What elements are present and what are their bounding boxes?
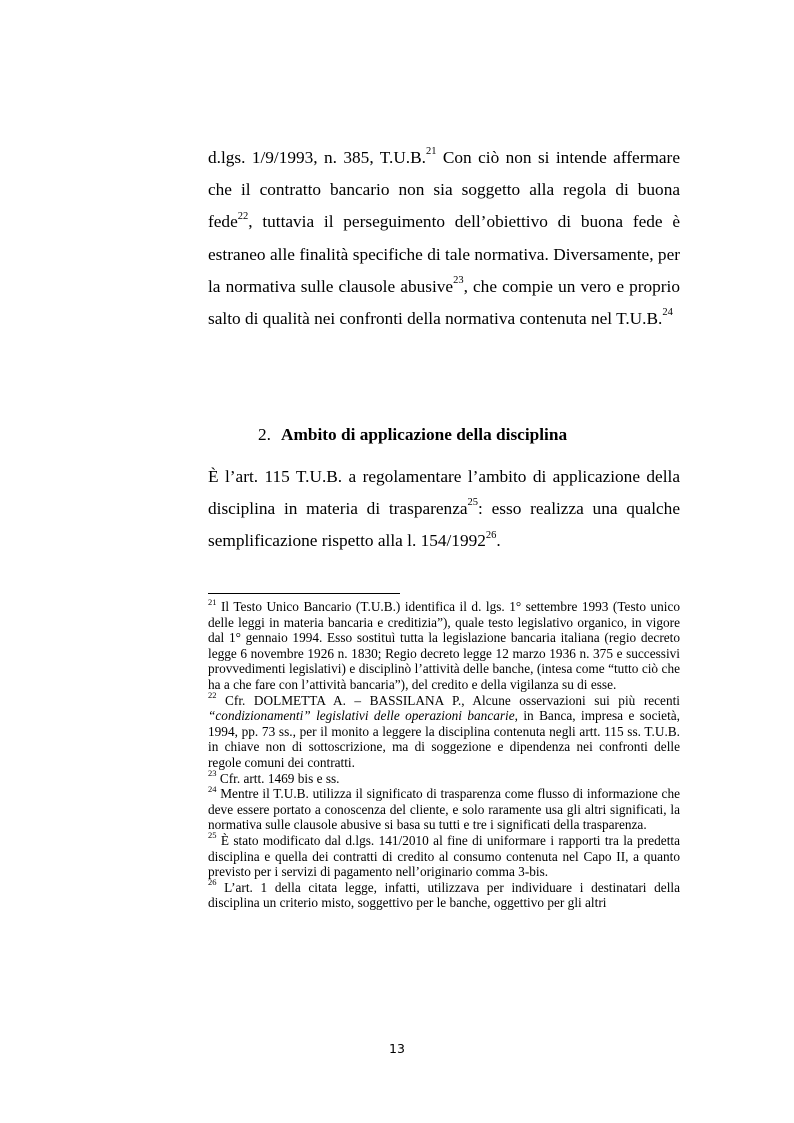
footnote-ref-22[interactable]: 22 — [237, 210, 249, 222]
footnote-italic-title: “condizionamenti” legislativi delle operazioni bancarie — [208, 708, 515, 724]
footnote-number: 21 — [208, 596, 217, 607]
footnote-23 — [208, 768, 680, 787]
text: d.lgs. 1/9/1993, n. 385, T.U.B. — [208, 148, 426, 167]
footnote-ref-26[interactable]: 26 — [485, 529, 497, 541]
text: , tuttavia il perseguimento dell’obiettivo di buona fede è estraneo alle finalità specifiche di tale normativa. Diversamente, per la normativa sulle clausole abusive — [208, 212, 680, 296]
footnote-26 — [208, 877, 680, 911]
footnote-text: Cfr. artt. 1469 bis e ss. — [216, 770, 340, 786]
footnote-text: L’art. 1 della citata legge, infatti, utilizzava per individuare i destinatari della disciplina un criterio misto, soggettivo per le banche, oggettivo per gli altri — [208, 879, 680, 911]
text: , che compie un vero e proprio salto di qualità nei confronti della normativa contenuta nel T.U.B. — [208, 276, 680, 329]
footnote-ref-25[interactable]: 25 — [467, 497, 479, 509]
footnote-number: 24 — [208, 783, 217, 794]
footnote-24 — [208, 783, 680, 833]
footnote-22 — [208, 690, 680, 771]
footnotes — [208, 596, 680, 911]
section-number: 2. — [258, 425, 271, 444]
text: Con ciò non si intende affermare che il contratto bancario non sia soggetto alla regola di buona fede — [208, 148, 680, 232]
footnote-ref-24[interactable]: 24 — [662, 307, 673, 319]
footnote-number: 22 — [208, 690, 217, 701]
text: . — [496, 531, 501, 551]
footnote-number: 25 — [208, 830, 217, 841]
text: : esso realizza una qualche semplificazione rispetto alla l. 154/1992 — [208, 499, 680, 551]
section-title: Ambito di applicazione della disciplina — [280, 425, 568, 444]
footnote-text: Mentre il T.U.B. utilizza il significato di trasparenza come flusso di informazione che deve essere portato a conoscenza del cliente, e solo raramente usa gli altri significati, la normativa sulle clausole abusive si basa su tutti e tre i significati della trasparenza. — [208, 786, 680, 833]
page-number: 13 — [389, 1041, 405, 1056]
footnote-25 — [208, 830, 680, 880]
section-heading — [258, 419, 567, 451]
body-paragraph-1 — [208, 142, 680, 335]
footnote-ref-23[interactable]: 23 — [453, 275, 464, 287]
footnote-text: , in Banca, impresa e società, 1994, pp. 73 ss., per il monito a leggere la disciplina contenuta negli artt. 115 ss. T.U.B. in chiave non di sottoscrizione, ma di soggezione e dipendenza nei confronti delle regole comuni dei contratti. — [208, 708, 680, 770]
footnote-text: Cfr. DOLMETTA A. – BASSILANA P., Alcune osservazioni sui più recenti — [216, 692, 680, 708]
footnote-21 — [208, 596, 680, 693]
footnote-ref-21[interactable]: 21 — [425, 146, 437, 158]
text: È l’art. 115 T.U.B. a regolamentare l’ambito di applicazione della disciplina in materia di trasparenza — [208, 467, 680, 519]
footnote-number: 23 — [208, 768, 217, 779]
footnote-text: Il Testo Unico Bancario (T.U.B.) identifica il d. lgs. 1° settembre 1993 (Testo unico delle leggi in materia bancaria e creditizia”), quale testo legislativo organico, in vigore dal 1° gennaio 1994. Esso sostituì tutta la legislazione bancaria italiana (regio decreto legge 6 novembre 1926 n. 1830; Regio decreto legge 12 marzo 1936 n. 375 e successivi provvedimenti legislativi) e disciplinò l’attività delle banche, (intesa come “tutto ciò che ha a che fare con l’attività bancaria”), del credito e della vigilanza su di esse. — [208, 599, 680, 692]
footnote-number: 26 — [208, 877, 217, 888]
footnote-text: È stato modificato dal d.lgs. 141/2010 al fine di uniformare i rapporti tra la predetta disciplina e quella dei contratti di credito al consumo contenuta nel Capo II, a quanto previsto per i servizi di pagamento nell’originario comma 3-bis. — [208, 832, 680, 880]
body-paragraph-2 — [208, 461, 680, 558]
footnote-separator — [208, 593, 400, 594]
